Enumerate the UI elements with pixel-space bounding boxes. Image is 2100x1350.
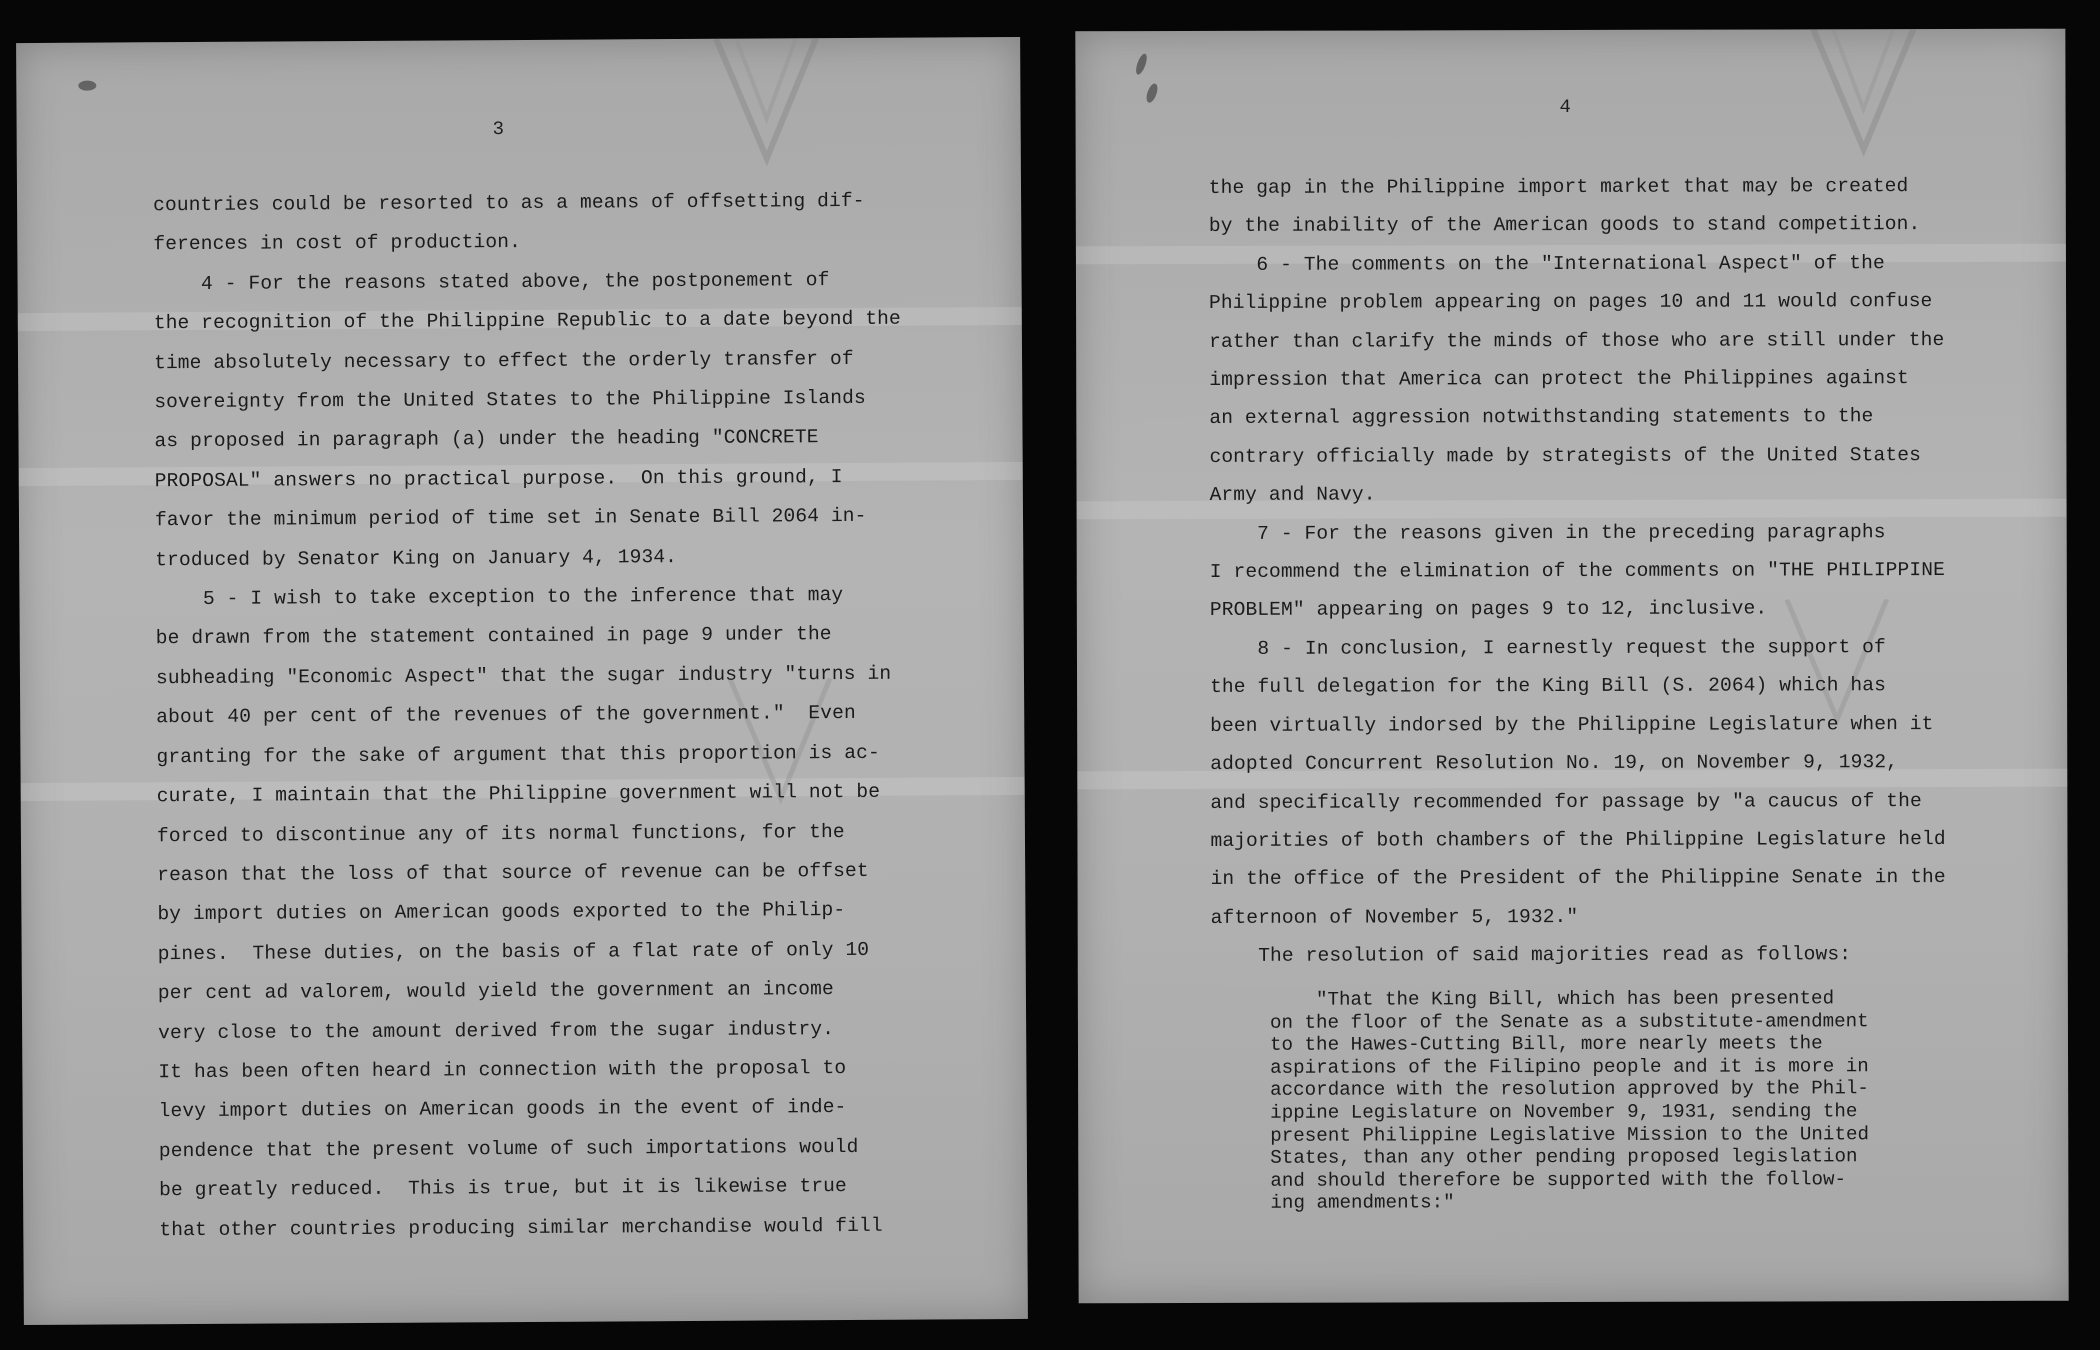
ink-smudge [1144, 82, 1159, 104]
text-line: "That the King Bill, which has been presented [1269, 987, 1835, 1011]
text-line: majorities of both chambers of the Philippine Legislature held [1210, 827, 1946, 852]
text-line: 4 - For the reasons stated above, the postponement of [153, 268, 830, 296]
text-line: The resolution of said majorities read as follows: [1210, 943, 1852, 968]
text-line: curate, I maintain that the Philippine government will not be [156, 780, 881, 808]
text-line: pines. These duties, on the basis of a flat rate of only 10 [157, 938, 870, 965]
text-line: reason that the loss of that source of revenue can be offset [157, 859, 869, 887]
watermark-emblem-icon [1803, 29, 1923, 159]
page-body-text [1209, 167, 1946, 975]
text-line: very close to the amount derived from the sugar industry. [158, 1017, 835, 1044]
text-line: Philippine problem appearing on pages 10 and 11 would confuse [1209, 290, 1933, 315]
text-line: as proposed in paragraph (a) under the heading "CONCRETE [154, 426, 819, 453]
resolution-quote-block [1270, 987, 1869, 1215]
text-line: by import duties on American goods exported to the Philip- [157, 899, 846, 926]
text-line: by the inability of the American goods to stand competition. [1208, 213, 1921, 238]
document-page-4 [1075, 29, 2068, 1304]
text-line: be drawn from the statement contained in page 9 under the [155, 623, 832, 650]
text-line: per cent ad valorem, would yield the government an income [157, 978, 834, 1005]
text-line: be greatly reduced. This is true, but it is likewise true [159, 1175, 847, 1202]
text-line: favor the minimum period of time set in Senate Bill 2064 in- [154, 505, 867, 532]
text-line: levy import duties on American goods in the event of inde- [158, 1096, 847, 1123]
text-line: the gap in the Philippine import market that may be created [1208, 175, 1909, 199]
text-line: 6 - The comments on the "International Aspect" of the [1208, 251, 1885, 276]
text-line: PROBLEM" appearing on pages 9 to 12, inclusive. [1209, 597, 1768, 622]
text-line: pendence that the present volume of such importations would [158, 1135, 859, 1162]
ink-smudge [1134, 52, 1149, 75]
text-line: aspirations of the Filipino people and it is more in [1270, 1055, 1869, 1079]
text-line: on the floor of the Senate as a substitute-amendment [1269, 1009, 1869, 1034]
text-line: forced to discontinue any of its normal functions, for the [156, 820, 845, 847]
text-line: granting for the sake of argument that this proportion is ac- [156, 741, 880, 768]
text-line: sovereignty from the United States to the Philippine Islands [154, 386, 866, 414]
text-line: and specifically recommended for passage by "a caucus of the [1210, 789, 1922, 814]
text-line: been virtually indorsed by the Philippine Legislature when it [1210, 712, 1934, 737]
text-line: 5 - I wish to take exception to the inference that may [155, 584, 844, 611]
text-line: 8 - In conclusion, I earnestly request the support of [1209, 636, 1886, 660]
watermark-emblem-icon [706, 38, 827, 169]
document-page-3 [16, 37, 1028, 1325]
ink-smudge [78, 81, 96, 91]
text-line: PROPOSAL" answers no practical purpose. On this ground, I [154, 465, 843, 493]
page-number: 4 [1559, 96, 1571, 119]
text-line: ippine Legislature on November 9, 1931, sending the [1270, 1100, 1858, 1124]
text-line: rather than clarify the minds of those who are still under the [1209, 328, 1945, 353]
text-line: time absolutely necessary to effect the orderly transfer of [153, 347, 854, 374]
text-line: the full delegation for the King Bill (S. 2064) which has [1210, 674, 1887, 699]
text-line: countries could be resorted to as a means of offsetting dif- [153, 189, 865, 217]
text-line: an external aggression notwithstanding statements to the [1209, 405, 1874, 430]
text-line: contrary officially made by strategists of the United States [1209, 443, 1921, 468]
text-line: the recognition of the Philippine Republic to a date beyond the [153, 307, 901, 335]
text-line: subheading "Economic Aspect" that the sugar industry "turns in [155, 662, 892, 690]
text-line: ferences in cost of production. [153, 231, 521, 256]
text-line: ing amendments:" [1270, 1191, 1455, 1215]
page-number: 3 [492, 118, 505, 141]
text-line: that other countries producing similar merchandise would fill [159, 1214, 883, 1241]
text-line: States, than any other pending proposed legislation [1270, 1145, 1858, 1169]
text-line: and should therefore be supported with the follow- [1270, 1168, 1847, 1192]
text-line: accordance with the resolution approved by the Phil- [1270, 1077, 1869, 1102]
text-line: It has been often heard in connection with the proposal to [158, 1056, 847, 1084]
text-line: afternoon of November 5, 1932." [1210, 905, 1579, 929]
page-body-text [153, 182, 907, 1251]
text-line: 7 - For the reasons given in the preceding paragraphs [1209, 520, 1886, 545]
text-line: Army and Navy. [1209, 483, 1376, 507]
text-line: present Philippine Legislative Mission to the United [1270, 1122, 1870, 1147]
text-line: impression that America can protect the Philippines against [1209, 367, 1909, 391]
text-line: adopted Concurrent Resolution No. 19, on November 9, 1932, [1210, 751, 1899, 776]
text-line: to the Hawes-Cutting Bill, more nearly meets the [1269, 1032, 1823, 1056]
text-line: about 40 per cent of the revenues of the government." Even [156, 702, 856, 729]
text-line: in the office of the President of the Philippine Senate in the [1210, 866, 1946, 891]
text-line: I recommend the elimination of the comments on "THE PHILIPPINE [1209, 559, 1945, 584]
text-line: troduced by Senator King on January 4, 1934. [155, 545, 678, 571]
